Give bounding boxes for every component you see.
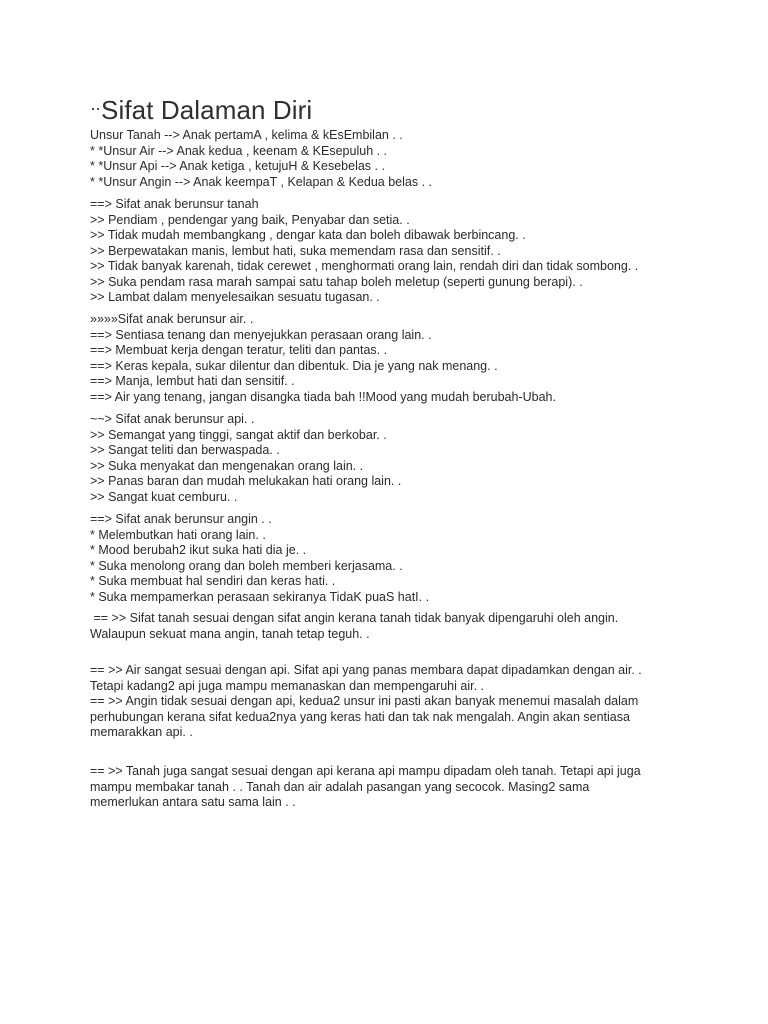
air-line: ==> Keras kepala, sukar dilentur dan dibentuk. Dia je yang nak menang. . (90, 358, 498, 373)
intro-line: * *Unsur Api --> Anak ketiga , ketujuH & Kesebelas . . (90, 159, 385, 173)
air-heading: »»»»Sifat anak berunsur air. . (90, 312, 254, 326)
air-line: ==> Air yang tenang, jangan disangka tiada bah !!Mood yang mudah berubah-Ubah. (90, 389, 556, 404)
intro-line: Unsur Tanah --> Anak pertamA , kelima & kEsEmbilan . . (90, 128, 403, 142)
tanah-block (90, 197, 690, 306)
tanah-line: >> Tidak mudah membangkang , dengar kata dan boleh dibawak berbincang. . (90, 228, 526, 242)
tanah-line: >> Suka pendam rasa marah sampai satu tahap boleh meletup (seperti gunung berapi). . (90, 274, 583, 289)
intro-line: * *Unsur Angin --> Anak keempaT , Kelapan & Kedua belas . . (90, 174, 432, 189)
intro-line: * *Unsur Air --> Anak kedua , keenam & KEsepuluh . . (90, 143, 388, 158)
compat-line: perhubungan kerana sifat kedua2nya yang keras hati dan tak nak mengalah. Angin akan sentiasa (90, 709, 630, 724)
compat-air-api-angin (90, 663, 690, 741)
api-line: >> Panas baran dan mudah melukakan hati orang lain. . (90, 474, 402, 488)
api-line: >> Sangat kuat cemburu. . (90, 489, 238, 504)
angin-line: * Mood berubah2 ikut suka hati dia je. . (90, 543, 307, 557)
angin-line: * Melembutkan hati orang lain. . (90, 527, 266, 542)
compat-line: Tetapi kadang2 api juga mampu memanaskan dan mempengaruhi air. . (90, 678, 484, 693)
page-title (90, 92, 312, 126)
angin-line: * Suka menolong orang dan boleh memberi kerjasama. . (90, 558, 403, 573)
compat-line: == >> Air sangat sesuai dengan api. Sifat api yang panas membara dapat dipadamkan dengan air. . (90, 663, 642, 677)
tanah-heading: ==> Sifat anak berunsur tanah (90, 197, 259, 211)
compat-line: == >> Angin tidak sesuai dengan api, kedua2 unsur ini pasti akan banyak menemui masalah dalam (90, 694, 639, 708)
api-line: >> Sangat teliti dan berwaspada. . (90, 443, 280, 457)
compat-tanah-api (90, 764, 690, 811)
compat-tanah-angin (90, 611, 690, 642)
title-text: Sifat Dalaman Diri (101, 95, 313, 125)
angin-block (90, 512, 690, 605)
api-line: >> Semangat yang tinggi, sangat aktif dan berkobar. . (90, 427, 387, 442)
compat-line: == >> Tanah juga sangat sesuai dengan api kerana api mampu dipadam oleh tanah. Tetapi api juga (90, 764, 641, 778)
compat-line: == >> Sifat tanah sesuai dengan sifat angin kerana tanah tidak banyak dipengaruhi oleh angin. (90, 611, 619, 625)
api-line: >> Suka menyakat dan mengenakan orang lain. . (90, 458, 364, 473)
angin-line: * Suka mempamerkan perasaan sekiranya TidaK puaS hatI. . (90, 589, 430, 604)
air-block (90, 312, 690, 405)
compat-line: mampu membakar tanah . . Tanah dan air adalah pasangan yang secocok. Masing2 sama (90, 779, 590, 794)
tanah-line: >> Lambat dalam menyelesaikan sesuatu tugasan. . (90, 290, 380, 304)
air-line: ==> Manja, lembut hati dan sensitif. . (90, 374, 295, 388)
air-line: ==> Sentiasa tenang dan menyejukkan perasaan orang lain. . (90, 327, 432, 342)
compat-line: memerlukan antara satu sama lain . . (90, 795, 296, 809)
compat-line: memarakkan api. . (90, 725, 193, 739)
intro-block (90, 128, 690, 190)
tanah-line: >> Berpewatakan manis, lembut hati, suka memendam rasa dan sensitif. . (90, 243, 501, 258)
angin-line: * Suka membuat hal sendiri dan keras hati. . (90, 574, 336, 588)
tanah-line: >> Pendiam , pendengar yang baik, Penyabar dan setia. . (90, 212, 410, 227)
title-dots: ·· (90, 98, 100, 118)
api-block (90, 412, 690, 505)
compat-line: Walaupun sekuat mana angin, tanah tetap teguh. . (90, 626, 370, 641)
tanah-line: >> Tidak banyak karenah, tidak cerewet , menghormati orang lain, rendah diri dan tidak sombong. . (90, 259, 639, 273)
api-heading: ~~> Sifat anak berunsur api. . (90, 412, 255, 426)
air-line: ==> Membuat kerja dengan teratur, teliti dan pantas. . (90, 343, 388, 357)
angin-heading: ==> Sifat anak berunsur angin . . (90, 512, 272, 526)
